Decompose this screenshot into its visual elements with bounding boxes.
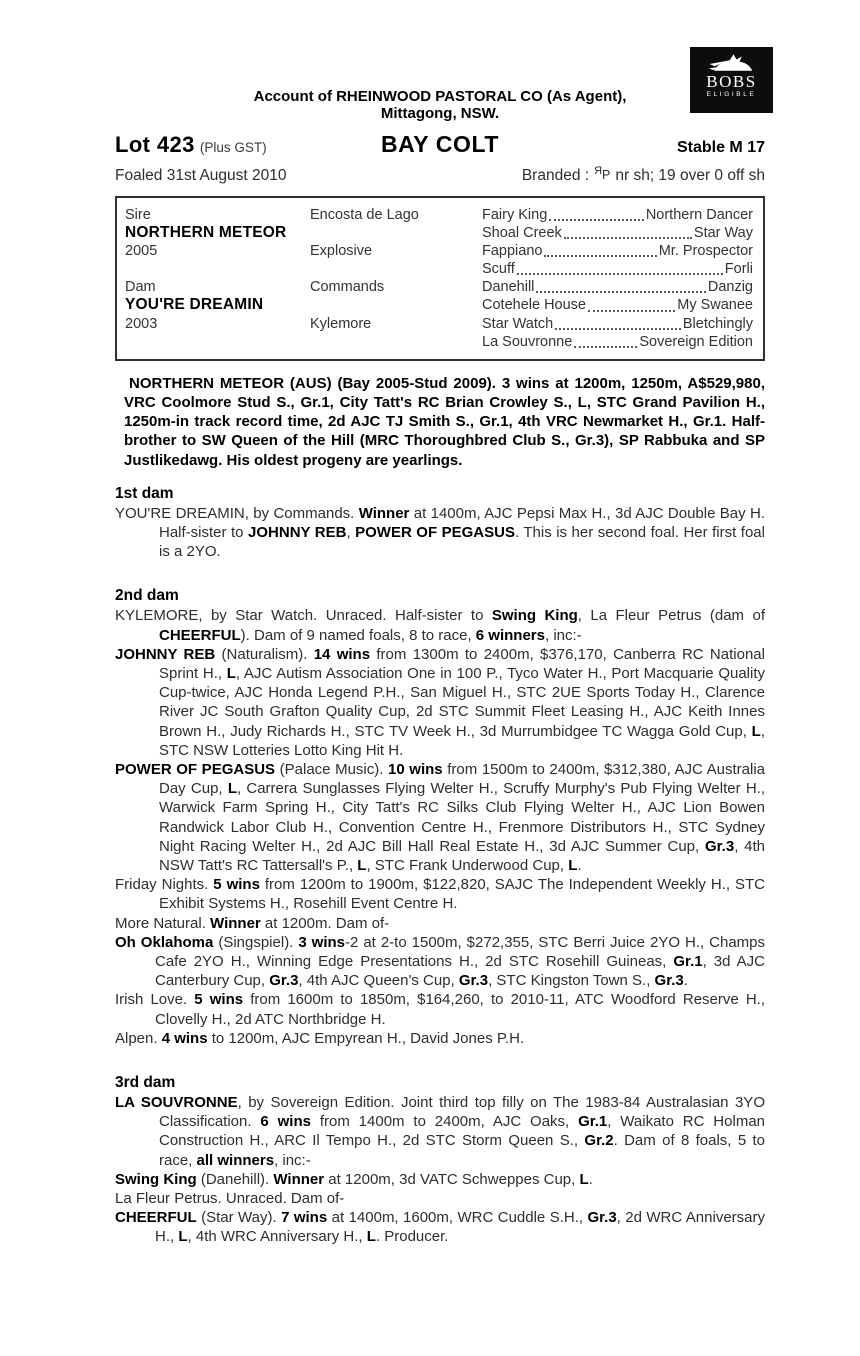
- dot-leader: [517, 273, 723, 275]
- pedigree-row: [125, 333, 753, 351]
- progeny-paragraph: Friday Nights. 5 wins from 1200m to 1900m, $122,820, SAJC The Independent Weekly H., STC Exhibit Systems H., Rosehill Event Centre H.: [115, 876, 765, 913]
- pedigree-cell-gen2: Kylemore: [310, 315, 372, 332]
- progeny-paragraph: JOHNNY REB (Naturalism). 14 wins from 1300m to 2400m, $376,170, Canberra RC National Sprint H., L, AJC Autism Association One in 100 P., Tyco Water H., Port Macquarie Quality Cup-twice, AJC Honda Legend P.H., San Miguel H., STC 2UE Sports Today H., Clarence River JC South Grafton Quality Cup, 2d STC Summit Fleet Leasing H., AJC Keith Innes Brown H., Judy Richards H., STC TV Week H., 3d Murrumbidgee TC Wagga Gold Cup, L, STC NSW Lotteries Lotto King Hit H.: [115, 645, 765, 759]
- grand-progeny-paragraph: CHEERFUL (Star Way). 7 wins at 1400m, 1600m, WRC Cuddle S.H., Gr.3, 2d WRC Anniversary H., L, 4th WRC Anniversary H., L. Producer.: [115, 1209, 766, 1246]
- catalogue-page: [115, 0, 765, 1247]
- stable-number: Stable M 17: [676, 139, 765, 156]
- dot-leader: [574, 346, 637, 348]
- sire-name: NORTHERN METEOR: [125, 224, 287, 242]
- lot-gst-note: (Plus GST): [199, 140, 267, 155]
- grand-progeny-paragraph: Alpen. 4 wins to 1200m, AJC Empyrean H., David Jones P.H.: [115, 1029, 525, 1047]
- dot-leader: [536, 291, 705, 293]
- vendor-location-line: Mittagong, NSW.: [380, 105, 500, 122]
- progeny-paragraph: La Fleur Petrus. Unraced. Dam of-: [115, 1190, 345, 1208]
- sire-race-summary: NORTHERN METEOR (AUS) (Bay 2005-Stud 2009). 3 wins at 1200m, 1250m, A$529,980, VRC Coolmore Stud S., Gr.1, City Tatt's RC Brian Crowley S., L, STC Grand Pavilion H., 1250m-in track record time, 2d AJC TJ Smith S., Gr.1, 4th VRC Newmarket H., Gr.1. Half-brother to SW Queen of the Hill (MRC Thoroughbred Club S., Gr.3), SP Rabbuka and SP Justlikedawg. His oldest progeny are yearlings.: [124, 374, 765, 469]
- pedigree-cell-gen3: Scuff Forli: [482, 261, 753, 278]
- pedigree-row: [125, 296, 753, 314]
- pedigree-cell-gen3: Danehill Danzig: [482, 279, 753, 296]
- pedigree-cell-gen3: Cotehele House My Swanee: [482, 297, 753, 314]
- sire-year: 2005: [125, 243, 158, 260]
- pedigree-row: [125, 206, 753, 224]
- pedigree-cell-label: Sire: [125, 207, 151, 223]
- horse-sex-colour-title: BAY COLT: [380, 131, 500, 157]
- section-heading-3rd-dam: 3rd dam: [115, 1074, 176, 1092]
- dam-record-paragraph: LA SOUVRONNE, by Sovereign Edition. Joint third top filly on The 1983-84 Australasian 3YO Classification. 6 wins from 1400m to 2400m, AJC Oaks, Gr.1, Waikato RC Holman Construction H., ARC Il Tempo H., 2d STC Storm Queen S., Gr.2. Dam of 8 foals, 5 to race, all winners, inc:-: [115, 1094, 766, 1169]
- dot-leader: [549, 219, 644, 221]
- pedigree-cell-gen3: La Souvronne Sovereign Edition: [482, 333, 753, 350]
- pedigree-cell-gen3: Star Watch Bletchingly: [482, 315, 753, 332]
- section-heading-2nd-dam: 2nd dam: [115, 587, 179, 605]
- grand-progeny-paragraph: Oh Oklahoma (Singspiel). 3 wins-2 at 2-to 1500m, $272,355, STC Berri Juice 2YO H., Champs Cafe 2YO H., Winning Edge Presentations H., 2d STC Rosehill Guineas, Gr.1, 3d AJC Canterbury Cup, Gr.3, 4th AJC Queen's Cup, Gr.3, STC Kingston Town S., Gr.3.: [115, 933, 765, 990]
- pedigree-cell-gen2: Explosive: [310, 243, 373, 260]
- pedigree-table: [115, 196, 765, 361]
- dot-leader: [564, 237, 692, 239]
- branded-label: Branded :: [521, 167, 590, 184]
- pedigree-row: [125, 242, 753, 260]
- brand-mark: $^Я$P: [594, 165, 611, 182]
- brand-info: [522, 165, 765, 185]
- dam-record-paragraph: YOU'RE DREAMIN, by Commands. Winner at 1400m, AJC Pepsi Max H., 3d AJC Double Bay H. Half-sister to JOHNNY REB, POWER OF PEGASUS. This is her second foal. Her first foal is a 2YO.: [115, 504, 765, 561]
- section-1st-dam: [115, 485, 765, 562]
- section-heading-1st-dam: 1st dam: [115, 484, 174, 502]
- pedigree-cell-gen3: Fappiano Mr. Prospector: [482, 243, 753, 260]
- grand-progeny-paragraph: Irish Love. 5 wins from 1600m to 1850m, $164,260, to 2010-11, ATC Woodford Reserve H., Clovelly H., 2d ATC Northbridge H.: [115, 991, 765, 1028]
- pedigree-row: [125, 224, 753, 242]
- dam-name: YOU'RE DREAMIN: [125, 296, 264, 314]
- foaled-branded-row: [115, 165, 765, 185]
- lot-left: [115, 132, 381, 158]
- dot-leader: [555, 328, 681, 330]
- progeny-paragraph: Swing King (Danehill). Winner at 1200m, 3d VATC Schweppes Cup, L.: [115, 1170, 593, 1188]
- lot-number: Lot 423: [115, 132, 195, 157]
- bobs-logo-title: BOBS: [706, 72, 757, 91]
- vendor-account-line: Account of RHEINWOOD PASTORAL CO (As Agent),: [253, 88, 627, 105]
- pedigree-cell-gen2: Encosta de Lago: [310, 207, 419, 223]
- pedigree-row: [125, 315, 753, 333]
- pedigree-row: [125, 278, 753, 296]
- dam-record-paragraph: KYLEMORE, by Star Watch. Unraced. Half-sister to Swing King, La Fleur Petrus (dam of CHEERFUL). Dam of 9 named foals, 8 to race, 6 winners, inc:-: [115, 607, 765, 644]
- section-2nd-dam: [115, 587, 765, 1048]
- foaled-date: Foaled 31st August 2010: [115, 167, 287, 184]
- progeny-paragraph: POWER OF PEGASUS (Palace Music). 10 wins from 1500m to 2400m, $312,380, AJC Australia Day Cup, L, Carrera Sunglasses Flying Welter H., Scruffy Murphy's Pub Flying Welter H., Warwick Farm Spring H., City Tatt's RC Silks Club Flying Welter H., AJC Lion Bowen Randwick Labor Club H., Convention Centre H., Frenmore Distributors H., STC Sydney Night Racing Welter H., 2d AJC Bill Hall Real Estate H., 3d AJC Summer Cup, Gr.3, 4th NSW Tatt's RC Tattersall's P., L, STC Frank Underwood Cup, L.: [115, 761, 766, 875]
- pedigree-cell-gen3: Fairy King Northern Dancer: [482, 207, 753, 223]
- dot-leader: [544, 255, 656, 257]
- dot-leader: [588, 310, 675, 312]
- brand-description: nr sh; 19 over 0 off sh: [615, 167, 765, 184]
- pedigree-cell-gen2: Commands: [310, 279, 385, 296]
- pedigree-cell-label: Dam: [125, 279, 156, 296]
- pedigree-row: [125, 260, 753, 278]
- dam-year: 2003: [125, 315, 158, 332]
- lot-header-row: [115, 131, 765, 158]
- bobs-logo-subtitle: ELIGIBLE: [706, 91, 757, 98]
- progeny-paragraph: More Natural. Winner at 1200m. Dam of-: [115, 914, 390, 932]
- section-3rd-dam: [115, 1074, 765, 1247]
- pedigree-cell-gen3: Shoal Creek Star Way: [482, 225, 753, 242]
